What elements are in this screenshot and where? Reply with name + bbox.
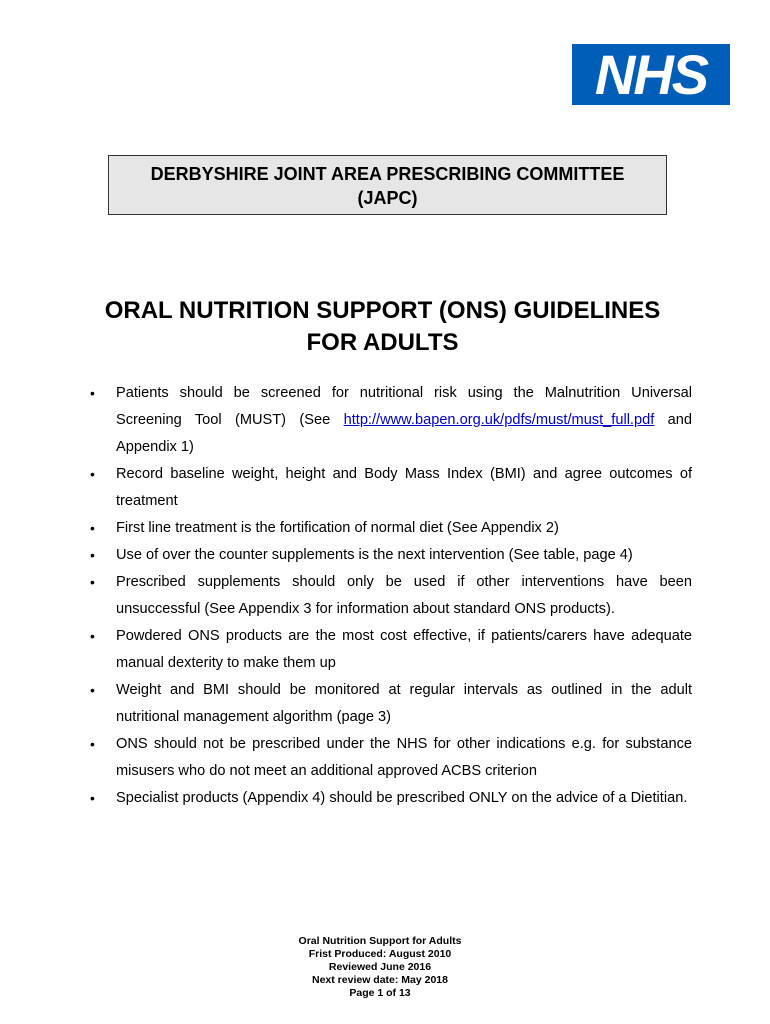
list-item: • Prescribed supplements should only be used if other interventions have been unsuccessful (See Appendix 3 for information about standard ONS products). xyxy=(78,569,692,623)
list-item: • ONS should not be prescribed under the NHS for other indications e.g. for substance misusers who do not meet an additional approved ACBS criterion xyxy=(78,731,692,785)
list-item: • Powdered ONS products are the most cost effective, if patients/carers have adequate manual dexterity to make them up xyxy=(78,623,692,677)
footer-first-produced: Frist Produced: August 2010 xyxy=(308,948,452,960)
list-item: • Weight and BMI should be monitored at regular intervals as outlined in the adult nutritional management algorithm (page 3) xyxy=(78,677,692,731)
committee-header-box xyxy=(108,155,667,215)
list-item-text: and Appendix 1) xyxy=(116,412,692,455)
document-title xyxy=(60,295,705,359)
must-pdf-link[interactable]: http://www.bapen.org.uk/pdfs/must/must_full.pdf xyxy=(343,412,655,428)
page-footer xyxy=(230,935,530,1000)
list-item: • Specialist products (Appendix 4) should be prescribed ONLY on the advice of a Dietitian. xyxy=(78,785,692,812)
list-item-text: Patients should be screened for nutritional risk using the Malnutrition Universal Screening Tool (MUST) (See xyxy=(116,385,692,428)
committee-name: DERBYSHIRE JOINT AREA PRESCRIBING COMMITTEE xyxy=(150,164,625,184)
title-line-1: ORAL NUTRITION SUPPORT (ONS) GUIDELINES xyxy=(104,297,661,324)
list-item: • First line treatment is the fortification of normal diet (See Appendix 2) xyxy=(78,515,692,542)
title-line-2: FOR ADULTS xyxy=(306,329,459,356)
footer-page-number: Page 1 of 13 xyxy=(349,987,411,999)
list-item: • Record baseline weight, height and Body Mass Index (BMI) and agree outcomes of treatment xyxy=(78,461,692,515)
footer-next-review: Next review date: May 2018 xyxy=(312,974,448,986)
footer-reviewed: Reviewed June 2016 xyxy=(328,961,432,973)
footer-doc-title: Oral Nutrition Support for Adults xyxy=(298,935,462,947)
list-item: • Use of over the counter supplements is the next intervention (See table, page 4) xyxy=(78,542,692,569)
list-item xyxy=(78,380,692,461)
guidelines-list xyxy=(78,380,692,812)
nhs-logo: NHS xyxy=(572,44,730,105)
committee-abbrev: (JAPC) xyxy=(357,188,418,208)
